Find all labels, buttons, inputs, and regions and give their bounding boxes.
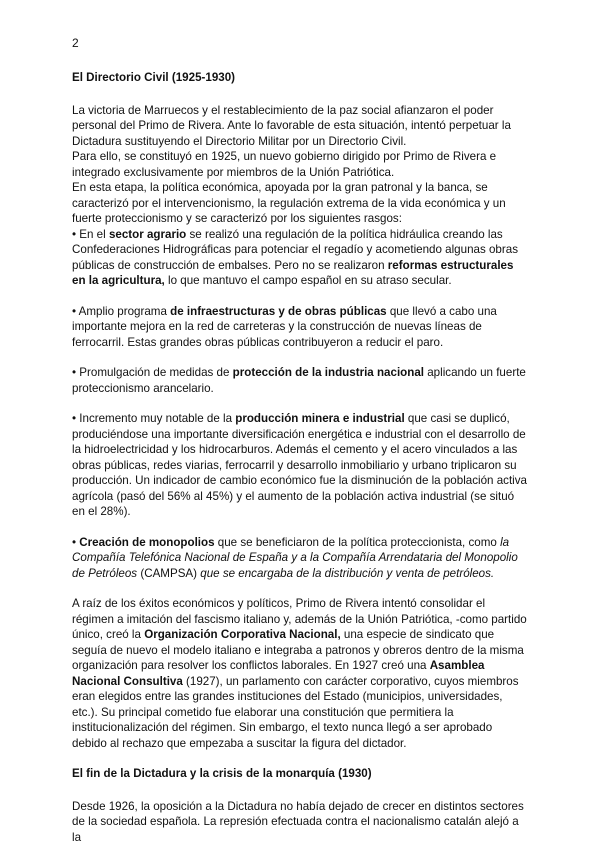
- intro-paragraph-1: La victoria de Marruecos y el restablecimiento de la paz social afianzaron el poder personal del Primo de Rivera. Ante lo favorable de esta situación, intentó perpetuar la Dictadura sustituyendo el Directorio Militar por un Directorio Civil.: [72, 103, 511, 148]
- bold-infraestructuras: de infraestructuras y de obras públicas: [170, 304, 387, 318]
- bold-reformas-estructurales: reformas estructurales en la agricultura,: [72, 258, 514, 287]
- bullet-monopolios: • Creación de monopolios que se beneficiaron de la política proteccionista, como la Compañía Telefónica Nacional de España y a la Compañía Arrendataria del Monopolio de Petróleos (CAMPSA) que se encargaba de la distribución y venta de petróleos.: [72, 535, 518, 580]
- paragraph-fascismo: A raíz de los éxitos económicos y políticos, Primo de Rivera intentó consolidar el régimen a imitación del fascismo italiano y, además de la Unión Patriótica, -como partido único, creó la Organización Corporativa Nacional, una especie de sindicato que seguía de nuevo el modelo italiano e integraba a patronos y obreros dentro de la misma organización para resolver los conflictos laborales. En 1927 creó una Asamblea Nacional Consultiva (1927), un parlamento con carácter corporativo, cuyos miembros eran elegidos entre las grandes instituciones del Estado (municipios, universidades, etc.). Su principal cometido fue elaborar una constitución que permitiera la institucionalización del régimen. Sin embargo, el texto nunca llegó a ser aprobado debido al rechazo que empezaba a suscitar la figura del dictador.: [72, 597, 527, 750]
- bold-monopolios: Creación de monopolios: [79, 535, 215, 549]
- italic-companias: la Compañía Telefónica Nacional de España y a la Compañía Arrendataria del Monopolio de Petróleos: [72, 535, 518, 580]
- page-number: 2: [72, 36, 79, 50]
- document-body: [72, 70, 528, 845]
- bold-produccion-minera: producción minera e industrial: [235, 412, 405, 425]
- intro-paragraph-3: En esta etapa, la política económica, apoyada por la gran patronal y la banca, se caracterizó por el intervencionismo, la regulación extrema de la vida económica y un fuerte proteccionismo y se caracterizó por los siguientes rasgos:: [72, 181, 506, 225]
- italic-distribucion: que se encargaba de la distribución y venta de petróleos.: [200, 566, 495, 580]
- bullet-infraestructuras: • Amplio programa de infraestructuras y de obras públicas que llevó a cabo una importante mejora en la red de carreteras y la construcción de nuevas líneas de ferrocarril. Estas grandes obras públicas contribuyeron a reducir el paro.: [72, 304, 497, 349]
- bold-sector-agrario: sector agrario: [108, 227, 187, 241]
- section-heading-directorio-civil: El Directorio Civil (1925-1930): [72, 71, 236, 84]
- bullet-sector-agrario: • En el sector agrario se realizó una regulación de la política hidráulica creando las Confederaciones Hidrográficas para potenciar el regadío y acometiendo algunas obras públicas de construcción de embalses. Pero no se realizaron reformas estructurales en la agricultura, lo que mantuvo el campo español en su atraso secular.: [72, 227, 518, 287]
- bullet-proteccion-industria: • Promulgación de medidas de protección de la industria nacional aplicando un fuerte proteccionismo arancelario.: [72, 366, 526, 395]
- intro-paragraph-2: Para ello, se constituyó en 1925, un nuevo gobierno dirigido por Primo de Rivera e integrado exclusivamente por miembros de la Unión Patriótica.: [72, 150, 497, 179]
- bullet-produccion-minera: • Incremento muy notable de la producción minera e industrial que casi se duplicó, produciéndose una importante diversificación energética e industrial con el desarrollo de la hidroelectricidad y los hidrocarburos. Además el cemento y el acero vinculados a las obras públicas, redes viarias, ferrocarril y desarrollo inmobiliario y urbano triplicaron su producción. Un indicador de cambio económico fue la disminución de la población activa agrícola (pasó del 56% al 45%) y el aumento de la población activa industrial (se situó en el 28%).: [72, 412, 527, 518]
- paragraph-oposicion: Desde 1926, la oposición a la Dictadura no había dejado de crecer en distintos sectores de la sociedad española. La represión efectuada contra el nacionalismo catalán alejó a la: [72, 799, 524, 844]
- bold-organizacion-corporativa: Organización Corporativa Nacional,: [144, 628, 341, 641]
- bold-proteccion-industria: protección de la industria nacional: [232, 366, 425, 379]
- bold-asamblea-nacional: Asamblea Nacional Consultiva: [72, 659, 485, 688]
- section-heading-fin-dictadura: El fin de la Dictadura y la crisis de la monarquía (1930): [72, 767, 372, 780]
